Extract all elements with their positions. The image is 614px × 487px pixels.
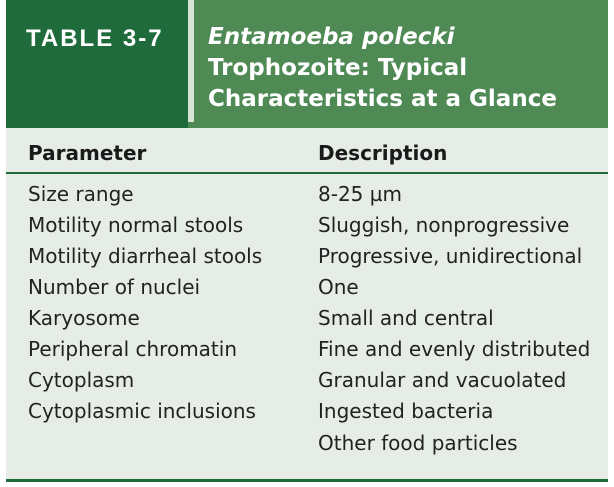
title-line-2: Trophozoite: Typical: [208, 55, 468, 81]
table-row: [6, 244, 608, 275]
table-row: [6, 182, 608, 213]
table-header: [6, 0, 608, 128]
parameter-cell: Peripheral chromatin: [28, 337, 238, 361]
description-cell-line-2: Other food particles: [318, 431, 518, 455]
parameter-cell: Size range: [28, 182, 134, 206]
column-header-row: [6, 138, 608, 174]
table-row: [6, 399, 608, 463]
table-frame: [6, 0, 608, 482]
parameter-cell: Karyosome: [28, 306, 140, 330]
column-header-description: Description: [318, 141, 448, 165]
description-cell: Small and central: [318, 306, 494, 330]
description-cell: Ingested bacteria: [318, 399, 494, 423]
table-row: [6, 213, 608, 244]
parameter-cell: Cytoplasmic inclusions: [28, 399, 256, 423]
description-cell: Granular and vacuolated: [318, 368, 567, 392]
title-organism: Entamoeba polecki: [208, 24, 455, 50]
table-number: TABLE 3-7: [26, 25, 164, 52]
parameter-cell: Motility diarrheal stools: [28, 244, 263, 268]
table-title: [208, 22, 604, 115]
table-body: [6, 182, 608, 463]
description-cell: Sluggish, nonprogressive: [318, 213, 570, 237]
table-row: [6, 337, 608, 368]
table-row: [6, 306, 608, 337]
table-row: [6, 275, 608, 306]
title-line-3: Characteristics at a Glance: [208, 86, 557, 112]
description-cell: 8-25 µm: [318, 182, 402, 206]
description-cell: One: [318, 275, 359, 299]
header-divider: [188, 0, 194, 122]
parameter-cell: Number of nuclei: [28, 275, 201, 299]
parameter-cell: Cytoplasm: [28, 368, 135, 392]
description-cell: Fine and evenly distributed: [318, 337, 591, 361]
table-row: [6, 368, 608, 399]
column-header-parameter: Parameter: [28, 141, 147, 165]
parameter-cell: Motility normal stools: [28, 213, 244, 237]
table-label-box: [6, 0, 188, 128]
description-cell: Progressive, unidirectional: [318, 244, 583, 268]
